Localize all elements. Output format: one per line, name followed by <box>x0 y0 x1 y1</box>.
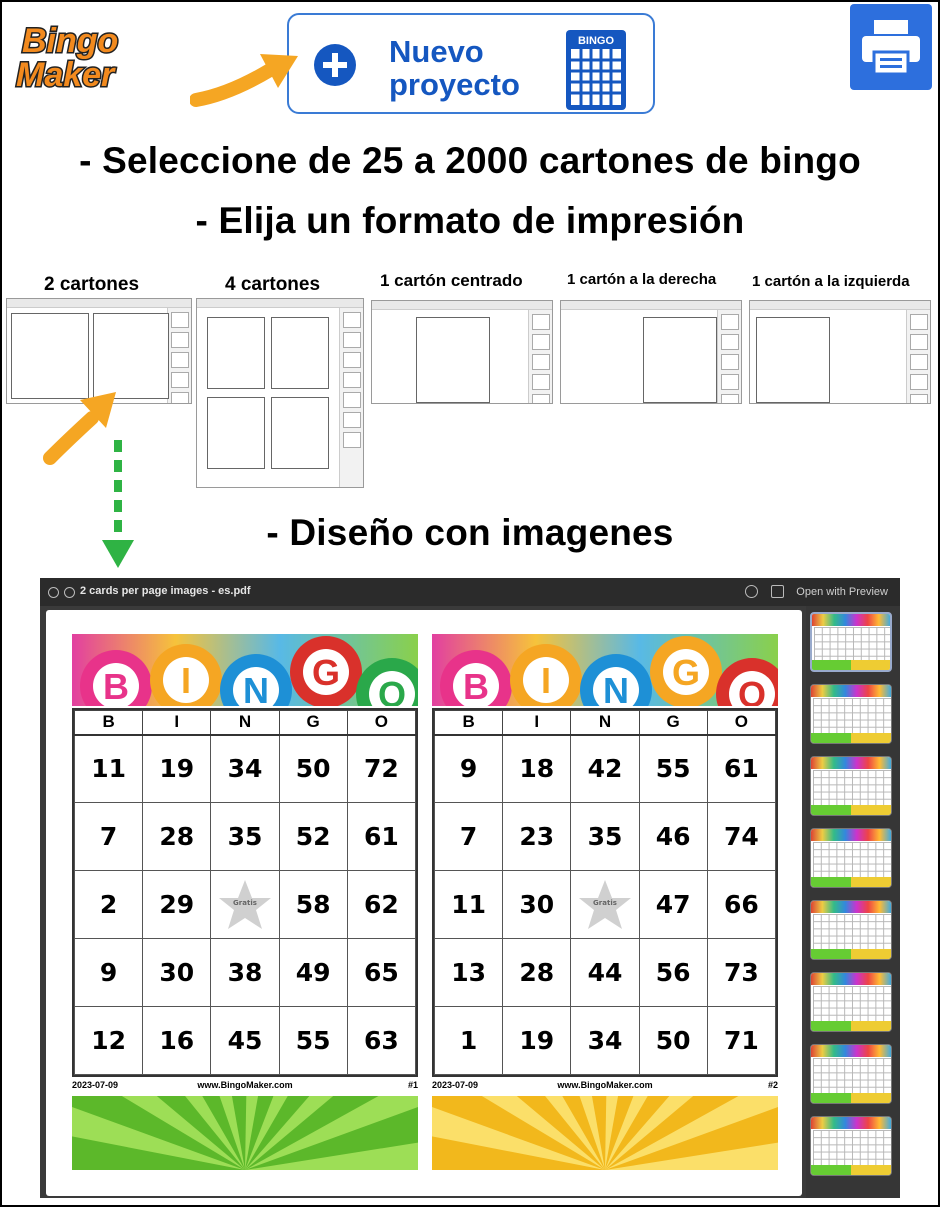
card-number: 1 <box>435 1007 503 1075</box>
card-number: 30 <box>503 871 571 939</box>
column-header: I <box>503 711 571 735</box>
card-number: 38 <box>211 939 279 1007</box>
share-icon[interactable] <box>771 585 784 598</box>
format-label-4-cards: 4 cartones <box>225 274 321 295</box>
viewer-toolbar <box>40 578 900 606</box>
card-number: 73 <box>707 939 775 1007</box>
print-button[interactable] <box>850 4 932 90</box>
format-thumb-1-centered[interactable] <box>371 300 553 404</box>
new-project-label: Nuevo proyecto <box>389 34 520 102</box>
card-number: 61 <box>707 735 775 803</box>
card-row <box>435 1007 776 1075</box>
svg-text:Bingo: Bingo <box>22 22 119 60</box>
page-thumbnail[interactable] <box>810 1044 892 1104</box>
card-number: 28 <box>503 939 571 1007</box>
card-row <box>435 803 776 871</box>
free-space <box>211 871 279 939</box>
page-thumbnail[interactable] <box>810 1116 892 1176</box>
banner-letter: I <box>180 660 192 701</box>
card-date: 2023-07-09 <box>72 1080 119 1090</box>
bingo-maker-logo[interactable] <box>14 14 154 94</box>
card-number: 29 <box>143 871 211 939</box>
card-number: 72 <box>347 735 415 803</box>
banner-letter: N <box>243 670 269 706</box>
card-row <box>75 735 416 803</box>
card-number: 56 <box>639 939 707 1007</box>
card-number: 7 <box>75 803 143 871</box>
arrow-to-new-project-icon <box>190 48 300 110</box>
card-number: 66 <box>707 871 775 939</box>
card-number: 23 <box>503 803 571 871</box>
svg-text:BINGO: BINGO <box>577 35 615 47</box>
card-number: 16 <box>143 1007 211 1075</box>
card-number: 52 <box>279 803 347 871</box>
card-number: 35 <box>571 803 639 871</box>
banner-letter: G <box>671 652 701 693</box>
card-number: 74 <box>707 803 775 871</box>
card-number: 2 <box>75 871 143 939</box>
sunburst-footer-image <box>72 1096 418 1170</box>
column-header: N <box>571 711 639 735</box>
bingo-banner-image <box>432 634 778 706</box>
page-thumbnail[interactable] <box>810 900 892 960</box>
card-number: 30 <box>143 939 211 1007</box>
banner-letter: B <box>103 666 129 706</box>
format-thumb-1-right[interactable] <box>560 300 742 404</box>
card-number: 18 <box>503 735 571 803</box>
viewer-title: 2 cards per page images - es.pdf <box>80 585 251 597</box>
pdf-page <box>46 610 802 1196</box>
svg-text:Maker: Maker <box>16 56 115 94</box>
banner-letter: B <box>463 666 489 706</box>
card-number: 35 <box>211 803 279 871</box>
card-number: 71 <box>707 1007 775 1075</box>
card-footer <box>72 1080 418 1094</box>
card-number: 13 <box>435 939 503 1007</box>
column-header: N <box>211 711 279 735</box>
card-number-label: #1 <box>407 1080 418 1090</box>
column-header: O <box>707 711 775 735</box>
format-label-1-left: 1 cartón a la izquierda <box>752 273 910 290</box>
card-url: www.BingoMaker.com <box>557 1080 653 1090</box>
card-number: 12 <box>75 1007 143 1075</box>
banner-letter: O <box>377 674 407 706</box>
card-date: 2023-07-09 <box>432 1080 479 1090</box>
card-number: 62 <box>347 871 415 939</box>
banner-letter: G <box>311 652 341 693</box>
card-number: 58 <box>279 871 347 939</box>
sunburst-footer-image <box>432 1096 778 1170</box>
card-number: 11 <box>435 871 503 939</box>
plus-circle-icon <box>313 43 357 87</box>
free-label: Gratis <box>593 898 617 907</box>
bingo-grid <box>432 708 778 1077</box>
card-number: 42 <box>571 735 639 803</box>
column-header: O <box>347 711 415 735</box>
card-number-label: #2 <box>767 1080 778 1090</box>
format-label-2-cards: 2 cartones <box>44 274 140 295</box>
card-number: 63 <box>347 1007 415 1075</box>
page-thumbnail[interactable] <box>810 828 892 888</box>
column-header: G <box>279 711 347 735</box>
new-project-button[interactable] <box>287 13 655 114</box>
card-number: 19 <box>503 1007 571 1075</box>
free-label: Gratis <box>233 898 257 907</box>
format-thumb-4-cards[interactable] <box>196 298 364 488</box>
headline-image-design: - Diseño con imagenes <box>266 512 674 553</box>
column-header: G <box>639 711 707 735</box>
open-with-preview-button[interactable]: Open with Preview <box>796 586 888 598</box>
card-number: 50 <box>279 735 347 803</box>
free-space <box>571 871 639 939</box>
printer-icon <box>860 16 922 78</box>
card-row <box>75 1007 416 1075</box>
card-row <box>75 803 416 871</box>
bingo-grid <box>72 708 418 1077</box>
card-number: 55 <box>639 735 707 803</box>
bingo-card-icon <box>565 29 627 111</box>
format-label-1-centered: 1 cartón centrado <box>380 271 523 290</box>
card-number: 45 <box>211 1007 279 1075</box>
card-number: 9 <box>75 939 143 1007</box>
format-thumb-1-left[interactable] <box>749 300 931 404</box>
banner-letter: O <box>737 674 767 706</box>
card-row <box>435 871 776 939</box>
page-thumbnail[interactable] <box>810 972 892 1032</box>
card-row <box>435 939 776 1007</box>
card-number: 7 <box>435 803 503 871</box>
card-row <box>75 939 416 1007</box>
card-number: 9 <box>435 735 503 803</box>
minimize-icon[interactable] <box>64 587 75 598</box>
card-number: 44 <box>571 939 639 1007</box>
pdf-viewer-window <box>40 578 900 1198</box>
headline-print-format: - Elija un formato de impresión <box>195 200 745 241</box>
column-header: I <box>143 711 211 735</box>
bingo-banner-image <box>72 634 418 706</box>
thumbnail-sidebar[interactable] <box>806 606 900 1198</box>
card-number: 28 <box>143 803 211 871</box>
card-row <box>75 871 416 939</box>
headline-select-cards: - Seleccione de 25 a 2000 cartones de bingo <box>79 140 861 181</box>
card-footer <box>432 1080 778 1094</box>
card-number: 46 <box>639 803 707 871</box>
column-header: B <box>435 711 503 735</box>
page-thumbnail[interactable] <box>810 612 892 672</box>
card-number: 47 <box>639 871 707 939</box>
column-header: B <box>75 711 143 735</box>
card-row <box>435 735 776 803</box>
close-icon[interactable] <box>48 587 59 598</box>
card-url: www.BingoMaker.com <box>197 1080 293 1090</box>
page-thumbnail[interactable] <box>810 684 892 744</box>
card-number: 19 <box>143 735 211 803</box>
format-label-1-right: 1 cartón a la derecha <box>567 271 717 288</box>
page-thumbnail[interactable] <box>810 756 892 816</box>
card-number: 34 <box>211 735 279 803</box>
banner-letter: I <box>540 660 552 701</box>
card-number: 49 <box>279 939 347 1007</box>
card-number: 65 <box>347 939 415 1007</box>
card-number: 34 <box>571 1007 639 1075</box>
card-number: 50 <box>639 1007 707 1075</box>
card-number: 11 <box>75 735 143 803</box>
card-number: 61 <box>347 803 415 871</box>
markup-icon[interactable] <box>745 585 758 598</box>
card-number: 55 <box>279 1007 347 1075</box>
banner-letter: N <box>603 670 629 706</box>
